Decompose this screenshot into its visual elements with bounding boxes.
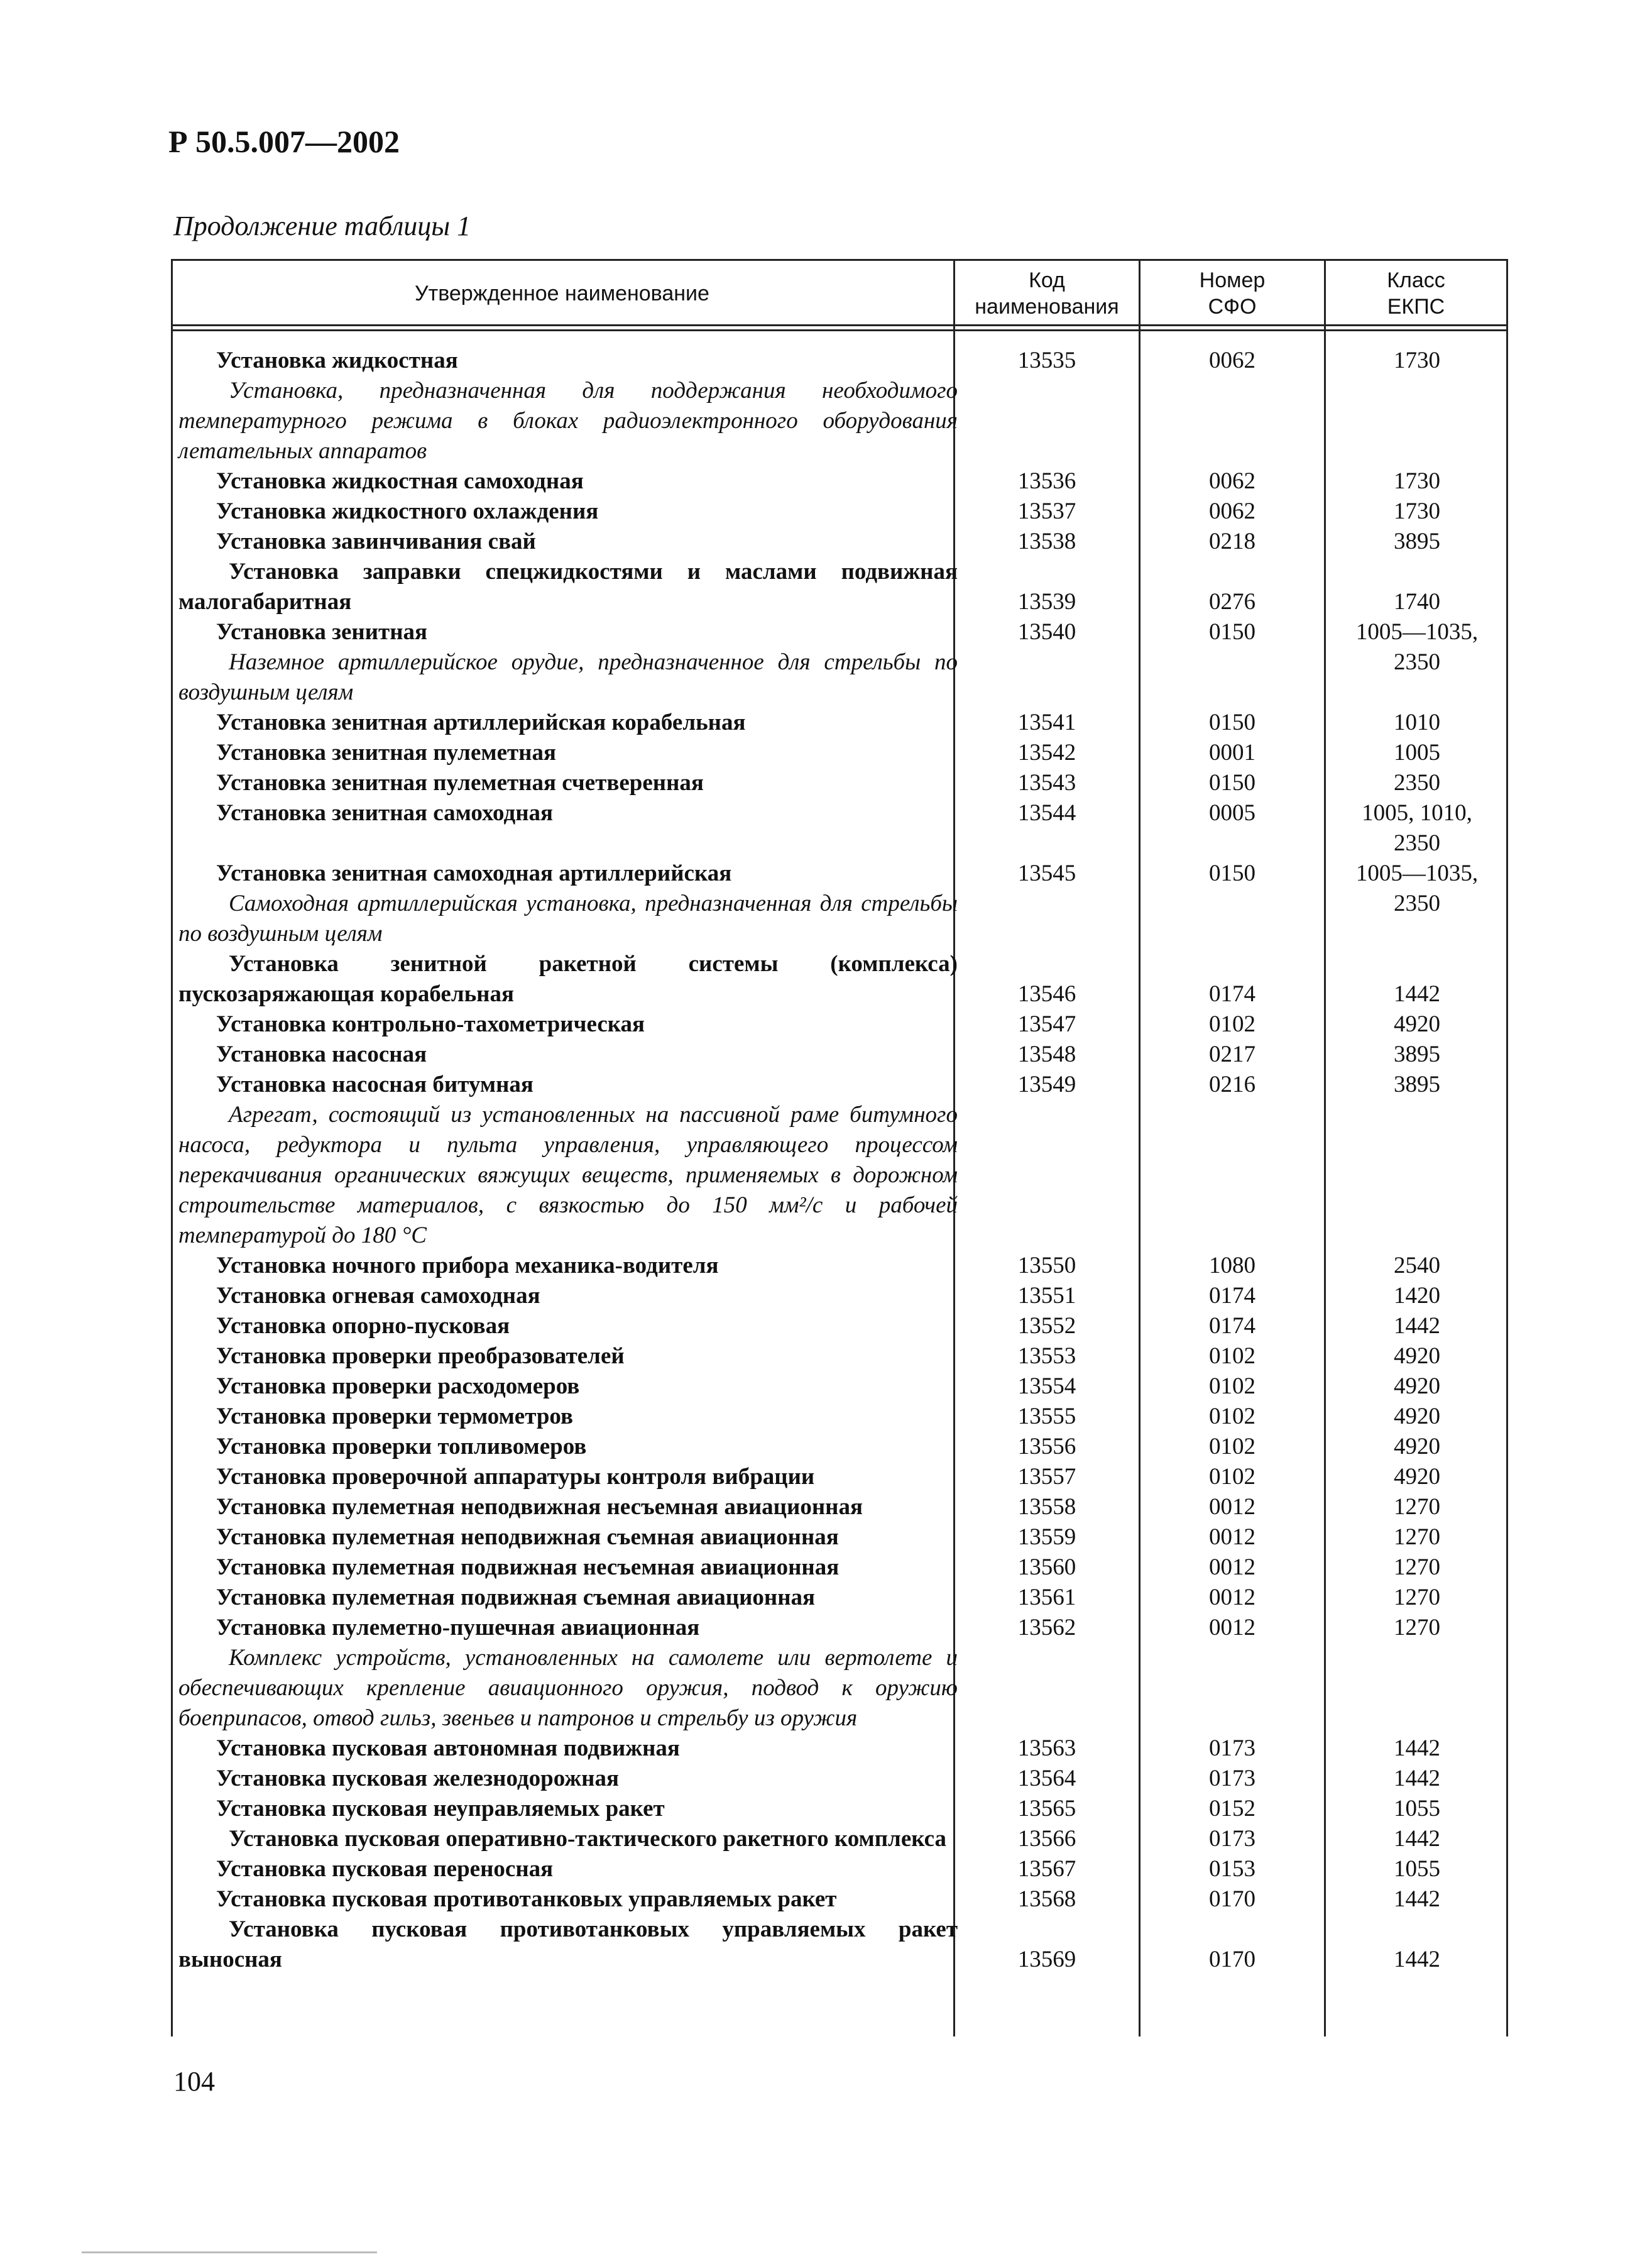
item-code: 13559 (1017, 1524, 1076, 1550)
item-code: 13560 (1017, 1554, 1076, 1580)
item-ekps-class: 3895 (1394, 1041, 1440, 1067)
item-code: 13548 (1017, 1041, 1076, 1067)
item-ekps-class: 1010 (1394, 710, 1440, 735)
table-row (171, 798, 1508, 859)
item-ekps-class: 1005—1035, 2350 (1355, 619, 1479, 675)
item-name: Установка пусковая железнодорожная (216, 1766, 619, 1791)
item-name: Установка жидкостная (216, 348, 458, 373)
item-name: Установка ночного прибора механика-водителя (216, 1253, 719, 1278)
item-code: 13541 (1017, 710, 1076, 735)
table-row (171, 949, 1508, 1009)
item-code: 13563 (1017, 1735, 1076, 1761)
item-code: 13568 (1017, 1886, 1076, 1912)
item-ekps-class: 2350 (1394, 770, 1440, 796)
item-name: Установка пулеметная подвижная съемная авиационная (216, 1585, 816, 1610)
table-row (171, 1552, 1508, 1583)
item-ekps-class: 4920 (1394, 1404, 1440, 1429)
page-number: 104 (173, 2066, 215, 2097)
item-name: Установка зенитная самоходная артиллерийская (216, 860, 732, 886)
item-ekps-class: 1270 (1394, 1615, 1440, 1640)
item-code: 13543 (1017, 770, 1076, 796)
item-description: Наземное артиллерийское орудие, предназначенное для стрельбы по воздушным целям (178, 649, 958, 705)
item-sfo-number: 0102 (1209, 1343, 1255, 1369)
table-row (171, 1070, 1508, 1100)
item-ekps-class: 1442 (1394, 1735, 1440, 1761)
item-name: Установка огневая самоходная (216, 1283, 540, 1309)
item-sfo-number: 0174 (1209, 981, 1255, 1007)
table-row (171, 1251, 1508, 1281)
table-row (171, 617, 1508, 675)
table-row (171, 1009, 1508, 1040)
item-name: Установка пулеметная неподвижная съемная авиационная (216, 1524, 839, 1550)
item-name: Установка проверочной аппаратуры контроля вибрации (216, 1464, 815, 1490)
table-row (171, 1794, 1508, 1824)
item-code: 13556 (1017, 1434, 1076, 1459)
item-name: Установка пулеметная подвижная несъемная авиационная (216, 1554, 840, 1580)
table-row (171, 466, 1508, 497)
item-name: Установка пусковая противотанковых управляемых ракет (216, 1886, 837, 1912)
item-name: Установка зенитной ракетной системы (комплекса) пускозаряжающая корабельная (178, 951, 958, 1007)
table-row (171, 738, 1508, 768)
item-ekps-class: 3895 (1394, 1072, 1440, 1097)
item-ekps-class: 4920 (1394, 1434, 1440, 1459)
table-row (171, 1854, 1508, 1884)
table-row (171, 768, 1508, 798)
item-ekps-class: 1442 (1394, 1947, 1440, 1972)
bottom-scan-rule (82, 2251, 377, 2253)
item-sfo-number: 0012 (1209, 1494, 1255, 1520)
item-name: Установка пусковая неуправляемых ракет (216, 1796, 665, 1822)
column-header-sfo: Номер СФО (1199, 268, 1266, 319)
table-row-description (171, 647, 1508, 708)
item-sfo-number: 0102 (1209, 1464, 1255, 1490)
item-code: 13540 (1017, 619, 1076, 645)
item-sfo-number: 0218 (1209, 529, 1255, 554)
table-row (171, 1884, 1508, 1915)
item-sfo-number: 0102 (1209, 1404, 1255, 1429)
item-ekps-class: 4920 (1394, 1011, 1440, 1037)
item-sfo-number: 0102 (1209, 1373, 1255, 1399)
item-ekps-class: 1270 (1394, 1494, 1440, 1520)
item-sfo-number: 0217 (1209, 1041, 1255, 1067)
item-code: 13551 (1017, 1283, 1076, 1309)
item-name: Установка проверки топливомеров (216, 1434, 587, 1459)
table-row (171, 1613, 1508, 1643)
item-sfo-number: 0276 (1209, 589, 1255, 615)
item-sfo-number: 0150 (1209, 710, 1255, 735)
table-row (171, 557, 1508, 617)
table-row (171, 1341, 1508, 1371)
table-row-description (171, 376, 1508, 466)
item-sfo-number: 0062 (1209, 498, 1255, 524)
item-ekps-class: 1420 (1394, 1283, 1440, 1309)
table-row (171, 1764, 1508, 1794)
item-description: Самоходная артиллерийская установка, предназначенная для стрельбы по воздушным целям (178, 891, 958, 947)
item-sfo-number: 0216 (1209, 1072, 1255, 1097)
item-sfo-number: 0001 (1209, 740, 1255, 766)
item-sfo-number: 0174 (1209, 1283, 1255, 1309)
item-sfo-number: 0005 (1209, 800, 1255, 826)
item-code: 13558 (1017, 1494, 1076, 1520)
item-code: 13549 (1017, 1072, 1076, 1097)
table-row (171, 1522, 1508, 1552)
item-ekps-class: 1442 (1394, 981, 1440, 1007)
table-row (171, 527, 1508, 557)
item-code: 13539 (1017, 589, 1076, 615)
item-code: 13566 (1017, 1826, 1076, 1852)
item-ekps-class: 3895 (1394, 529, 1440, 554)
classifier-table (171, 259, 1508, 2036)
item-sfo-number: 0153 (1209, 1856, 1255, 1882)
item-code: 13567 (1017, 1856, 1076, 1882)
item-name: Установка заправки спецжидкостями и маслами подвижная малогабаритная (178, 559, 958, 615)
item-code: 13544 (1017, 800, 1076, 826)
item-sfo-number: 0012 (1209, 1554, 1255, 1580)
table-row (171, 1462, 1508, 1492)
table-row (171, 1492, 1508, 1522)
item-ekps-class: 1055 (1394, 1856, 1440, 1882)
item-description: Агрегат, состоящий из установленных на пассивной раме битумного насоса, редуктора и пульта управления, управляющего процессом перекачивания органических вяжущих веществ, применяемых в дорожном строительстве материалов, с вязкостью до 150 мм²/с и рабочей температурой до 180 °С (178, 1102, 958, 1248)
table-row (171, 1371, 1508, 1402)
item-name: Установка зенитная пулеметная счетверенная (216, 770, 704, 796)
item-code: 13536 (1017, 468, 1076, 494)
item-ekps-class: 4920 (1394, 1343, 1440, 1369)
item-ekps-class: 1270 (1394, 1524, 1440, 1550)
item-name: Установка завинчивания свай (216, 529, 536, 554)
item-name: Установка зенитная пулеметная (216, 740, 556, 766)
item-sfo-number: 0062 (1209, 468, 1255, 494)
item-sfo-number: 0173 (1209, 1766, 1255, 1791)
item-ekps-class: 1442 (1394, 1313, 1440, 1339)
item-description: Установка, предназначенная для поддержания необходимого температурного режима в блоках радиоэлектронного оборудования летательных аппаратов (178, 378, 958, 464)
item-sfo-number: 0174 (1209, 1313, 1255, 1339)
document-code: Р 50.5.007—2002 (168, 124, 400, 159)
item-ekps-class: 1270 (1394, 1554, 1440, 1580)
item-code: 13537 (1017, 498, 1076, 524)
item-code: 13550 (1017, 1253, 1076, 1278)
table-row-description (171, 1643, 1508, 1734)
item-ekps-class: 1442 (1394, 1826, 1440, 1852)
item-ekps-class: 1730 (1394, 498, 1440, 524)
item-sfo-number: 0012 (1209, 1615, 1255, 1640)
item-name: Установка пусковая противотанковых управляемых ракет выносная (178, 1916, 958, 1972)
item-code: 13569 (1017, 1947, 1076, 1972)
table-body (171, 346, 1508, 1975)
item-ekps-class: 1442 (1394, 1886, 1440, 1912)
item-sfo-number: 0173 (1209, 1735, 1255, 1761)
item-code: 13554 (1017, 1373, 1076, 1399)
item-sfo-number: 0102 (1209, 1434, 1255, 1459)
item-code: 13538 (1017, 529, 1076, 554)
column-header-ekps: Класс ЕКПС (1387, 268, 1445, 319)
item-name: Установка зенитная (216, 619, 428, 645)
item-name: Установка опорно-пусковая (216, 1313, 510, 1339)
item-name: Установка проверки преобразователей (216, 1343, 625, 1369)
item-name: Установка контрольно-тахометрическая (216, 1011, 645, 1037)
column-header-code: Код наименования (975, 268, 1119, 319)
item-ekps-class: 4920 (1394, 1464, 1440, 1490)
item-code: 13561 (1017, 1585, 1076, 1610)
table-row (171, 497, 1508, 527)
item-name: Установка жидкостного охлаждения (216, 498, 599, 524)
item-code: 13546 (1017, 981, 1076, 1007)
item-ekps-class: 2540 (1394, 1253, 1440, 1278)
item-ekps-class: 1005—1035, 2350 (1355, 860, 1479, 916)
table-row (171, 1824, 1508, 1854)
item-sfo-number: 0012 (1209, 1524, 1255, 1550)
table-row-description (171, 1100, 1508, 1251)
item-sfo-number: 0150 (1209, 619, 1255, 645)
item-code: 13552 (1017, 1313, 1076, 1339)
item-name: Установка пусковая оперативно-тактического ракетного комплекса (229, 1826, 947, 1852)
table-row (171, 1311, 1508, 1341)
column-header-name: Утвержденное наименование (415, 282, 709, 305)
item-sfo-number: 0012 (1209, 1585, 1255, 1610)
item-code: 13545 (1017, 860, 1076, 886)
table-row (171, 1402, 1508, 1432)
item-sfo-number: 0173 (1209, 1826, 1255, 1852)
item-code: 13557 (1017, 1464, 1076, 1490)
item-code: 13535 (1017, 348, 1076, 373)
item-ekps-class: 1005, 1010, 2350 (1362, 800, 1472, 856)
item-sfo-number: 0102 (1209, 1011, 1255, 1037)
item-name: Установка насосная (216, 1041, 427, 1067)
item-code: 13547 (1017, 1011, 1076, 1037)
item-ekps-class: 4920 (1394, 1373, 1440, 1399)
item-sfo-number: 0062 (1209, 348, 1255, 373)
item-code: 13565 (1017, 1796, 1076, 1822)
table-row (171, 1583, 1508, 1613)
table-continuation-caption: Продолжение таблицы 1 (173, 211, 471, 241)
table-row (171, 1734, 1508, 1764)
table-row (171, 1915, 1508, 1975)
table-row (171, 346, 1508, 376)
item-code: 13555 (1017, 1404, 1076, 1429)
header-rule-2 (171, 329, 1508, 331)
item-ekps-class: 1442 (1394, 1766, 1440, 1791)
item-sfo-number: 0152 (1209, 1796, 1255, 1822)
item-ekps-class: 1740 (1394, 589, 1440, 615)
table-row (171, 708, 1508, 738)
item-code: 13562 (1017, 1615, 1076, 1640)
item-name: Установка пусковая автономная подвижная (216, 1735, 680, 1761)
item-name: Установка зенитная артиллерийская корабельная (216, 710, 746, 735)
item-name: Установка проверки термометров (216, 1404, 573, 1429)
item-ekps-class: 1730 (1394, 468, 1440, 494)
table-row (171, 859, 1508, 916)
item-code: 13564 (1017, 1766, 1076, 1791)
table-row (171, 1281, 1508, 1311)
item-name: Установка жидкостная самоходная (216, 468, 584, 494)
item-name: Установка пусковая переносная (216, 1856, 554, 1882)
item-description: Комплекс устройств, установленных на самолете или вертолете и обеспечивающих крепление авиационного оружия, подвод к оружию боеприпасов, отвод гильз, звеньев и патронов и стрельбу из оружия (178, 1645, 958, 1731)
item-name: Установка проверки расходомеров (216, 1373, 580, 1399)
item-name: Установка пулеметно-пушечная авиационная (216, 1615, 700, 1640)
item-sfo-number: 0150 (1209, 860, 1255, 886)
item-sfo-number: 0170 (1209, 1886, 1255, 1912)
table-row (171, 1040, 1508, 1070)
table-row (171, 1432, 1508, 1462)
table-row-description (171, 889, 1508, 949)
item-code: 13553 (1017, 1343, 1076, 1369)
item-ekps-class: 1005 (1394, 740, 1440, 766)
item-sfo-number: 1080 (1209, 1253, 1255, 1278)
item-ekps-class: 1055 (1394, 1796, 1440, 1822)
item-name: Установка зенитная самоходная (216, 800, 554, 826)
item-ekps-class: 1270 (1394, 1585, 1440, 1610)
item-sfo-number: 0170 (1209, 1947, 1255, 1972)
item-sfo-number: 0150 (1209, 770, 1255, 796)
item-ekps-class: 1730 (1394, 348, 1440, 373)
item-name: Установка пулеметная неподвижная несъемная авиационная (216, 1494, 863, 1520)
item-code: 13542 (1017, 740, 1076, 766)
item-name: Установка насосная битумная (216, 1072, 533, 1097)
